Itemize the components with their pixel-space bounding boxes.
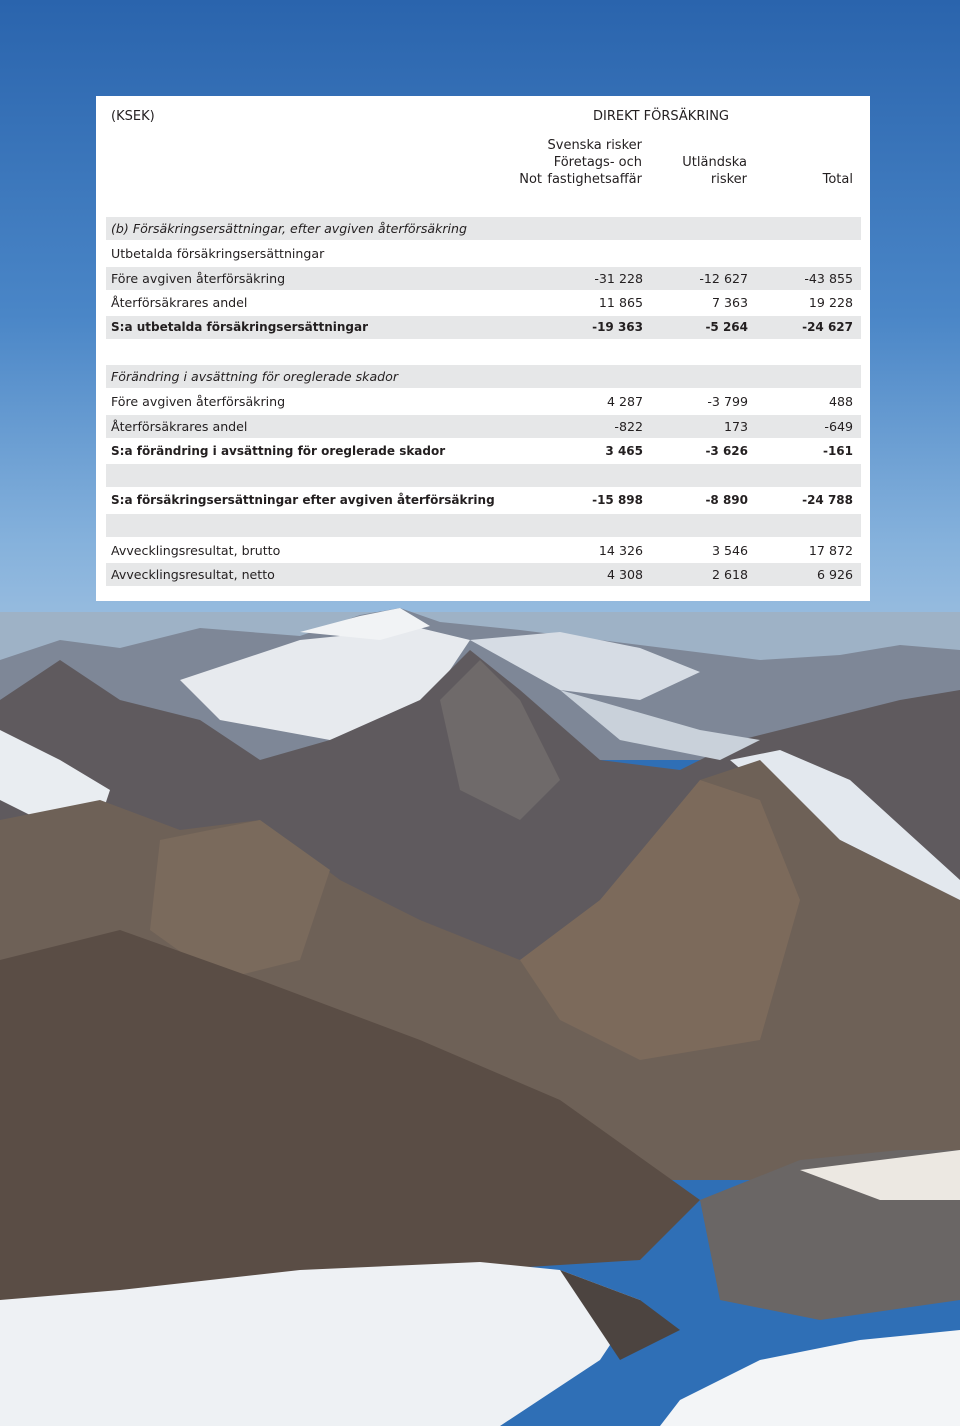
value-total: -24 627	[802, 320, 853, 334]
column-header-foreign-line1: Utländska	[682, 155, 747, 170]
value-swedish: 4 287	[606, 394, 643, 409]
row-label: Avvecklingsresultat, brutto	[111, 543, 281, 558]
value-swedish: 11 865	[598, 295, 643, 310]
paid-title-row	[106, 242, 861, 265]
table-row	[106, 267, 861, 290]
value-total: 6 926	[816, 567, 853, 582]
value-swedish: -19 363	[592, 320, 643, 334]
column-header-total: Total	[822, 172, 853, 187]
row-label: Återförsäkrares andel	[111, 295, 248, 310]
row-label: Före avgiven återförsäkring	[111, 394, 286, 409]
value-foreign: 3 546	[711, 543, 748, 558]
spacer-row	[106, 514, 861, 537]
value-swedish: -31 228	[594, 271, 643, 286]
row-label: S:a försäkringsersättningar efter avgiven återförsäkring	[111, 493, 495, 507]
table-row	[106, 390, 861, 413]
table-row	[106, 539, 861, 562]
value-total: -24 788	[802, 493, 853, 507]
value-foreign: -8 890	[705, 493, 748, 507]
change-title: Förändring i avsättning för oreglerade skador	[111, 369, 399, 384]
column-header-swedish-line3: fastighetsaffär	[547, 172, 642, 187]
value-swedish: 14 326	[598, 543, 643, 558]
value-foreign: 7 363	[711, 295, 748, 310]
claims-table-panel	[96, 96, 870, 601]
change-title-row	[106, 365, 861, 388]
group-header: DIREKT FÖRSÄKRING	[593, 109, 729, 124]
row-label: Före avgiven återförsäkring	[111, 271, 286, 286]
unit-label: (KSEK)	[111, 109, 155, 124]
change-sum-row	[106, 440, 861, 463]
paid-title: Utbetalda försäkringsersättningar	[111, 246, 325, 261]
value-total: -649	[824, 419, 853, 434]
table-row	[106, 415, 861, 438]
row-label: Återförsäkrares andel	[111, 419, 248, 434]
value-foreign: -3 799	[707, 394, 748, 409]
value-total: 17 872	[808, 543, 853, 558]
section-b-title: (b) Försäkringsersättningar, efter avgiven återförsäkring	[111, 221, 468, 236]
table-row	[106, 563, 861, 586]
value-total: -161	[822, 444, 853, 458]
table-row	[106, 291, 861, 314]
row-label: Avvecklingsresultat, netto	[111, 567, 275, 582]
column-header-swedish-line1: Svenska risker	[547, 138, 642, 153]
value-foreign: 2 618	[711, 567, 748, 582]
value-foreign: -5 264	[705, 320, 748, 334]
spacer-row	[106, 464, 861, 487]
value-foreign: -12 627	[699, 271, 748, 286]
value-total: -43 855	[804, 271, 853, 286]
row-label: S:a utbetalda försäkringsersättningar	[111, 320, 369, 334]
claims-total-row	[106, 489, 861, 512]
column-header-not: Not	[519, 172, 542, 187]
value-swedish: 4 308	[606, 567, 643, 582]
column-header-swedish-line2: Företags- och	[553, 155, 642, 170]
value-swedish: -15 898	[592, 493, 643, 507]
value-foreign: -3 626	[705, 444, 748, 458]
value-foreign: 173	[723, 419, 748, 434]
section-b-title-row	[106, 217, 861, 240]
column-header-foreign-line2: risker	[710, 172, 747, 187]
paid-sum-row	[106, 316, 861, 339]
value-total: 488	[828, 394, 853, 409]
value-total: 19 228	[808, 295, 853, 310]
value-swedish: -822	[614, 419, 643, 434]
row-label: S:a förändring i avsättning för oreglerade skador	[111, 444, 446, 458]
value-swedish: 3 465	[605, 444, 643, 458]
